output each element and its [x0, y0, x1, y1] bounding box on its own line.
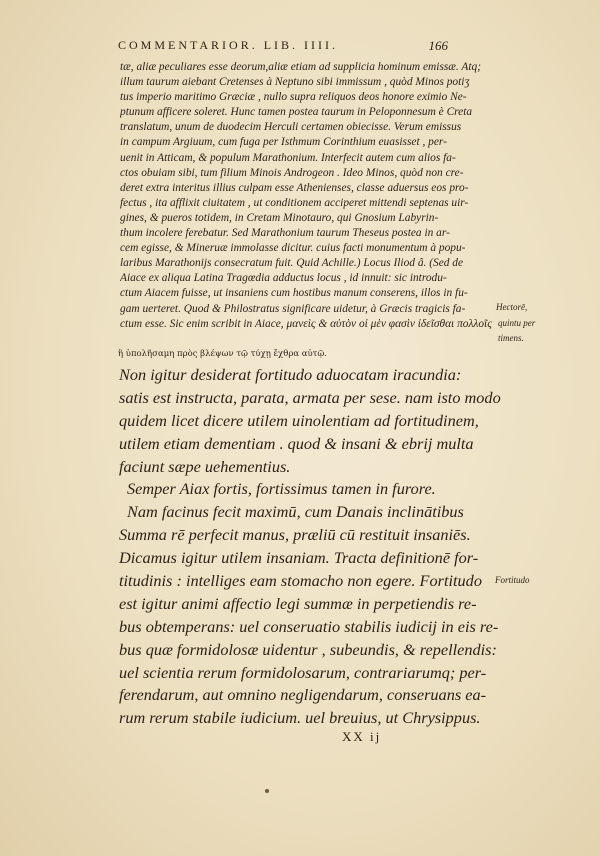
commentary-line: gam uerteret. Quod & Philostratus significare uidetur, à Græcis tragicis fa- [120, 302, 466, 315]
main-line: faciunt sæpe uehementius. [119, 456, 291, 476]
commentary-line: Aiace ex aliqua Latina Tragœdia adductus locus , id innuit: sic introdu- [120, 272, 447, 285]
verse-line: Summa rē perfecit manus, præliū cū restituit insaniēs. [119, 525, 471, 545]
commentary-line: tus imperio maritimo Græciæ , nullo supra reliquos deos honore eximio Ne- [120, 91, 467, 104]
main-line: Non igitur desiderat fortitudo aduocatam iracundia: [119, 365, 462, 384]
margin-note-quintuple: quintu per [498, 318, 536, 328]
margin-note-hectorem: Hectorē, [496, 302, 528, 312]
running-head [118, 38, 560, 56]
commentary-line: ctum Aiacem fuisse, ut insaniens cum hostibus manum conserens, illos in fu- [120, 287, 468, 300]
main-line: rum rerum stabile iudicium. uel breuius, ut Chrysippus. [119, 708, 481, 728]
commentary-line: thum incolere ferebatur. Sed Marathonium taurum Theseus postea in ar- [120, 227, 450, 240]
main-line: ferendarum, aut omnino negligendarum, conseruans ea- [119, 685, 487, 705]
margin-note-fortitudo: Fortitudo [495, 575, 530, 585]
main-line: bus quæ formidolosæ uidentur , subeundis, & repellendis: [119, 639, 497, 659]
main-text [119, 364, 501, 730]
main-line: uel scientia rerum formidolosarum, contrariarumq; per- [119, 662, 487, 682]
page-number: 166 [428, 38, 448, 53]
commentary-line: ctos obuiam sibi, tum filium Minois Androgeon . Ideo Minos, quòd non cre- [120, 166, 464, 179]
commentary-line: tæ, aliæ peculiares esse deorum,aliæ etiam ad supplicia hominum emissæ. Atq; [120, 61, 482, 73]
commentary-line: ptunum afficere soleret. Hunc tamen postea taurum in Peloponnesum è Creta [120, 106, 473, 119]
commentary-line: translatum, unum de duodecim Herculi certamen obiecisse. Verum emissus [120, 121, 462, 134]
ink-speck [265, 789, 269, 793]
verse-line: Nam facinus fecit maximū, cum Danais inclinātibus [127, 502, 464, 522]
commentary-line: fectus , ita afflixit ciuitatem , ut conditionem acciperet mittendi septenas uir- [120, 196, 469, 209]
main-line: est igitur animi affectio legi summæ in perpetiendis re- [119, 593, 477, 613]
main-line: quidem licet dicere utilem uinolentiam ad fortitudinem, [119, 410, 479, 430]
main-line: Dicamus igitur utilem insaniam. Tracta definitionē for- [119, 548, 479, 568]
main-line: titudinis : intelliges eam stomacho non egere. Fortitudo [119, 571, 482, 591]
margin-note-timens: timens. [498, 333, 524, 343]
commentary-line: deret extra interitus illius culpam esse Athenienses, classe aduersus eos pro- [120, 181, 469, 194]
commentary-line: gines, & pueros totidem, in Cretam Minotauro, qui Gnosium Labyrin- [120, 211, 439, 224]
running-title: COMMENTARIOR. LIB. IIII. [118, 38, 339, 52]
commentary-text [120, 60, 495, 332]
commentary-line: uenit in Atticam, & populum Marathonium. Interfecit autem cum alios fa- [120, 151, 456, 164]
commentary-line: ctum esse. Sic enim scribit in Aiace, μανεὶς & αὐτὸν οἱ μὲν φασὶν ἰδεῖσθαι πολλοῖς [120, 317, 492, 330]
commentary-line: laribus Marathonijs consecratum fuit. Quid Achille.) Locus Iliod â. (Sed de [120, 257, 464, 270]
greek-quotation: ἢ ὑπολῆσαμη πρὸς βλέψων τῷ τύχῃ ἔχθρα αὐτῷ. [118, 349, 328, 359]
commentary-line: cem egisse, & Mineruæ immolasse dicitur. cuius facti monumentum à popu- [120, 242, 466, 255]
verse-line: Semper Aiax fortis, fortissimus tamen in furore. [127, 479, 436, 499]
commentary-line: illum taurum aiebant Cretenses à Neptuno sibi immissum , quòd Minos potiʒ [120, 76, 470, 89]
main-line: satis est instructa, parata, armata per sese. nam isto modo [119, 387, 501, 407]
main-line: utilem etiam dementiam . quod & insani & ebrij multa [119, 433, 474, 453]
signature-mark: XX ij [342, 729, 382, 744]
commentary-line: in campum Argiuum, cum fuga per Isthmum Corinthium euasisset , per- [120, 136, 447, 149]
main-line: bus obtemperans: uel conseruatio stabilis iudicij in eis re- [119, 616, 499, 636]
